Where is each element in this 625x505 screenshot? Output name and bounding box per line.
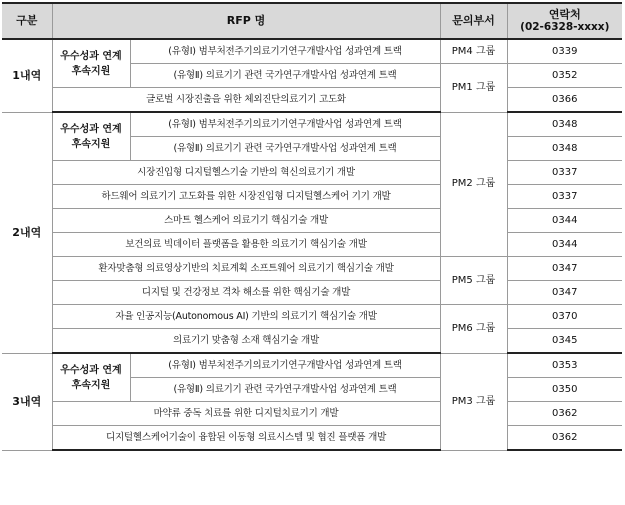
- rfp-name: (유형Ⅰ) 범부처전주기의료기기연구개발사업 성과연계 트랙: [130, 353, 440, 378]
- rfp-name: 디지털헬스케어기술이 융합된 이동형 의료시스템 및 협진 플랫폼 개발: [52, 426, 440, 451]
- contact-number: 0350: [507, 378, 622, 402]
- contact-number: 0362: [507, 402, 622, 426]
- rfp-name: 마약류 중독 치료를 위한 디지털치료기기 개발: [52, 402, 440, 426]
- contact-number: 0347: [507, 281, 622, 305]
- rfp-name: 보건의료 빅데이터 플랫폼을 활용한 의료기기 핵심기술 개발: [52, 233, 440, 257]
- table-header-row: [2, 3, 622, 39]
- rfp-name: 시장진입형 디지털헬스기술 기반의 혁신의료기기 개발: [52, 161, 440, 185]
- rfp-name: (유형Ⅰ) 범부처전주기의료기기연구개발사업 성과연계 트랙: [130, 39, 440, 64]
- table-row: [2, 305, 622, 329]
- section-label: 3내역: [2, 353, 52, 450]
- rfp-name: 하드웨어 의료기기 고도화를 위한 시장진입형 디지털헬스케어 기기 개발: [52, 185, 440, 209]
- department: PM3 그룹: [440, 353, 507, 450]
- table-row: [2, 233, 622, 257]
- rfp-name: 환자맞춤형 의료영상기반의 치료계획 소프트웨어 의료기기 핵심기술 개발: [52, 257, 440, 281]
- header-contact-prefix: (02-6328-xxxx): [520, 21, 610, 33]
- support-label: 우수성과 연계 후속지원: [52, 353, 130, 402]
- rfp-name: 글로벌 시장진출을 위한 체외진단의료기기 고도화: [52, 88, 440, 113]
- rfp-name: (유형Ⅰ) 범부처전주기의료기기연구개발사업 성과연계 트랙: [130, 112, 440, 137]
- table-row: [2, 209, 622, 233]
- contact-number: 0348: [507, 112, 622, 137]
- contact-number: 0337: [507, 161, 622, 185]
- department: PM2 그룹: [440, 112, 507, 257]
- rfp-name: 의료기기 맞춤형 소재 핵심기술 개발: [52, 329, 440, 354]
- contact-number: 0353: [507, 353, 622, 378]
- table-row: [2, 402, 622, 426]
- rfp-name: 디지털 및 건강정보 격차 해소를 위한 핵심기술 개발: [52, 281, 440, 305]
- section-label: 2내역: [2, 112, 52, 353]
- table-row: [2, 185, 622, 209]
- section-label: 1내역: [2, 39, 52, 112]
- table-row: [2, 281, 622, 305]
- table-row: [2, 329, 622, 354]
- rfp-name: (유형Ⅱ) 의료기기 관련 국가연구개발사업 성과연계 트랙: [130, 378, 440, 402]
- support-label: 우수성과 연계 후속지원: [52, 39, 130, 88]
- contact-number: 0370: [507, 305, 622, 329]
- table-row: [2, 161, 622, 185]
- header-rfp-name: RFP 명: [52, 3, 440, 39]
- table-row: [2, 112, 622, 137]
- rfp-name: (유형Ⅱ) 의료기기 관련 국가연구개발사업 성과연계 트랙: [130, 64, 440, 88]
- contact-number: 0362: [507, 426, 622, 451]
- contact-number: 0366: [507, 88, 622, 113]
- header-category: 구분: [2, 3, 52, 39]
- support-label: 우수성과 연계 후속지원: [52, 112, 130, 161]
- contact-number: 0339: [507, 39, 622, 64]
- header-department: 문의부서: [440, 3, 507, 39]
- header-contact-label: 연락처: [548, 8, 581, 21]
- table-row: [2, 257, 622, 281]
- table-row: [2, 88, 622, 113]
- department: PM1 그룹: [440, 64, 507, 113]
- department: PM6 그룹: [440, 305, 507, 354]
- table-row: [2, 353, 622, 378]
- department: PM4 그룹: [440, 39, 507, 64]
- contact-number: 0348: [507, 137, 622, 161]
- contact-number: 0344: [507, 233, 622, 257]
- contact-number: 0352: [507, 64, 622, 88]
- contact-number: 0347: [507, 257, 622, 281]
- rfp-name: 스마트 헬스케어 의료기기 핵심기술 개발: [52, 209, 440, 233]
- contact-number: 0344: [507, 209, 622, 233]
- contact-number: 0345: [507, 329, 622, 354]
- department: PM5 그룹: [440, 257, 507, 305]
- table-row: [2, 426, 622, 451]
- rfp-name: 자율 인공지능(Autonomous AI) 기반의 의료기기 핵심기술 개발: [52, 305, 440, 329]
- contact-number: 0337: [507, 185, 622, 209]
- header-contact: [507, 3, 622, 39]
- rfp-name: (유형Ⅱ) 의료기기 관련 국가연구개발사업 성과연계 트랙: [130, 137, 440, 161]
- rfp-table: [2, 2, 622, 451]
- table-row: [2, 39, 622, 64]
